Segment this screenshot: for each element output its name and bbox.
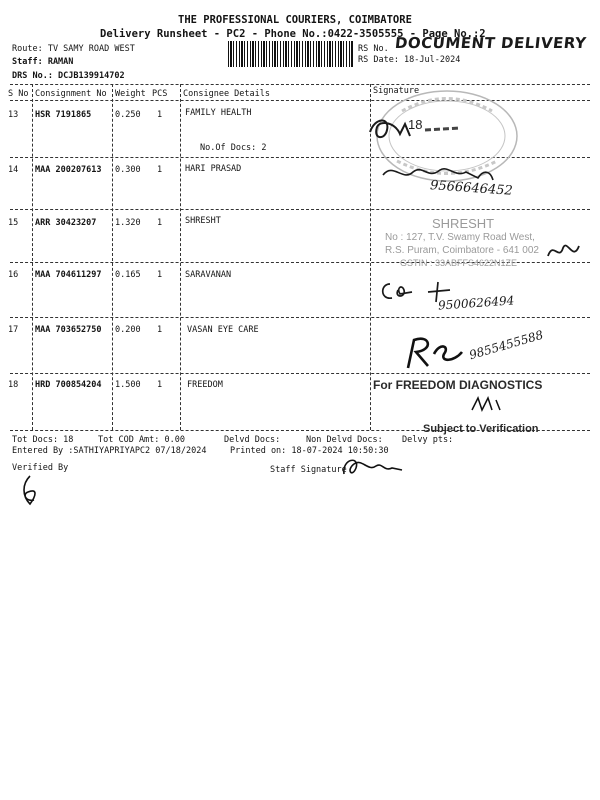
row-sno: 18 — [8, 380, 19, 390]
signature-scribble — [400, 332, 470, 372]
row-sno: 16 — [8, 270, 19, 280]
row-pcs: 1 — [157, 218, 163, 228]
row-consignment: ARR 30423207 — [35, 218, 97, 228]
row-rule — [10, 373, 590, 374]
row-weight: 1.500 — [115, 380, 141, 390]
row-consignment: MAA 704611297 — [35, 270, 102, 280]
row-consignee: HARI PRASAD — [185, 164, 242, 174]
rs-number: RS No. — [358, 44, 389, 54]
verifier-signature-scribble — [18, 474, 42, 508]
row-weight: 0.165 — [115, 270, 141, 280]
col-header-pcs: PCS — [152, 89, 168, 99]
total-docs: Tot Docs: 18 — [12, 435, 74, 445]
row-pcs: 1 — [157, 380, 163, 390]
handwritten-phone: 9566646452 — [429, 178, 514, 199]
non-delivered-docs: Non Delvd Docs: — [306, 435, 383, 445]
row-docs-count: No.Of Docs: 2 — [200, 143, 267, 153]
row-sno: 15 — [8, 218, 19, 228]
barcode — [228, 41, 353, 67]
row-consignment: HRD 700854204 — [35, 380, 102, 390]
printed-on: Printed on: 18-07-2024 10:50:30 — [230, 446, 389, 456]
handwritten-phone: 9500626494 — [437, 293, 515, 313]
row-sno: 14 — [8, 165, 19, 175]
rs-date: RS Date: 18-Jul-2024 — [358, 55, 461, 65]
row-rule — [10, 317, 590, 318]
col-header-sno: S No — [8, 89, 29, 99]
shresht-stamp-name: SHRESHT — [432, 216, 495, 231]
col-header-consignee: Consignee Details — [183, 89, 270, 99]
document-delivery-stamp: DOCUMENT DELIVERY — [394, 34, 588, 52]
row-pcs: 1 — [157, 270, 163, 280]
entered-by: Entered By :SATHIYAPRIYAPC2 07/18/2024 — [12, 446, 207, 456]
col-divider — [180, 84, 181, 430]
row-consignee: FAMILY HEALTH — [185, 108, 252, 118]
signature-scribble — [468, 394, 508, 414]
route-label: Route: TV SAMY ROAD WEST — [12, 44, 135, 54]
row-rule — [10, 209, 590, 210]
row-consignment: MAA 703652750 — [35, 325, 102, 335]
col-divider — [112, 84, 113, 430]
col-header-consignment: Consignment No — [35, 89, 107, 99]
shresht-stamp-line2: R.S. Puram, Coimbatore - 641 002 — [385, 245, 539, 256]
handwritten-phone: 9855455588 — [467, 327, 545, 363]
col-divider — [32, 84, 33, 430]
col-header-weight: Weight — [115, 89, 146, 99]
delivery-points: Delvy pts: — [402, 435, 454, 445]
row-consignment: HSR 7191865 — [35, 110, 92, 120]
row-weight: 0.300 — [115, 165, 141, 175]
row-pcs: 1 — [157, 165, 163, 175]
shresht-stamp-line1: No : 127, T.V. Swamy Road West, — [385, 232, 535, 243]
verification-stamp: Subject to Verification — [423, 423, 539, 435]
row-sno: 17 — [8, 325, 19, 335]
row-weight: 0.200 — [115, 325, 141, 335]
drs-number: DRS No.: DCJB139914702 — [12, 71, 125, 81]
table-top-rule — [10, 84, 590, 85]
total-cod-amount: Tot COD Amt: 0.00 — [98, 435, 185, 445]
col-header-signature: Signature — [373, 86, 420, 96]
staff-signature-label: Staff Signature — [270, 465, 347, 475]
staff-label: Staff: RAMAN — [12, 57, 74, 67]
company-name: THE PROFESSIONAL COURIERS, COIMBATORE — [178, 14, 412, 26]
staff-signature-scribble — [338, 452, 408, 480]
row-consignee: SARAVANAN — [185, 270, 232, 280]
row-consignee: FREEDOM — [187, 380, 223, 390]
row-pcs: 1 — [157, 110, 163, 120]
row-weight: 0.250 — [115, 110, 141, 120]
row-consignee: SHRESHT — [185, 216, 221, 226]
row-consignment: MAA 200207613 — [35, 165, 102, 175]
verified-by-label: Verified By — [12, 463, 69, 473]
runsheet-subtitle: Delivery Runsheet - PC2 - Phone No.:0422-3505555 - Page No.:2 — [100, 28, 486, 40]
row-weight: 1.320 — [115, 218, 141, 228]
delivered-docs: Delvd Docs: — [224, 435, 281, 445]
signature-scribble — [545, 236, 585, 266]
row-sno: 13 — [8, 110, 19, 120]
row-pcs: 1 — [157, 325, 163, 335]
row-consignee: VASAN EYE CARE — [187, 325, 259, 335]
signature-date-text: 18 — [408, 117, 423, 132]
shresht-stamp-line3: GSTIN : 33ABFFS4622N1ZE — [400, 258, 518, 268]
freedom-stamp: For FREEDOM DIAGNOSTICS — [373, 378, 543, 392]
